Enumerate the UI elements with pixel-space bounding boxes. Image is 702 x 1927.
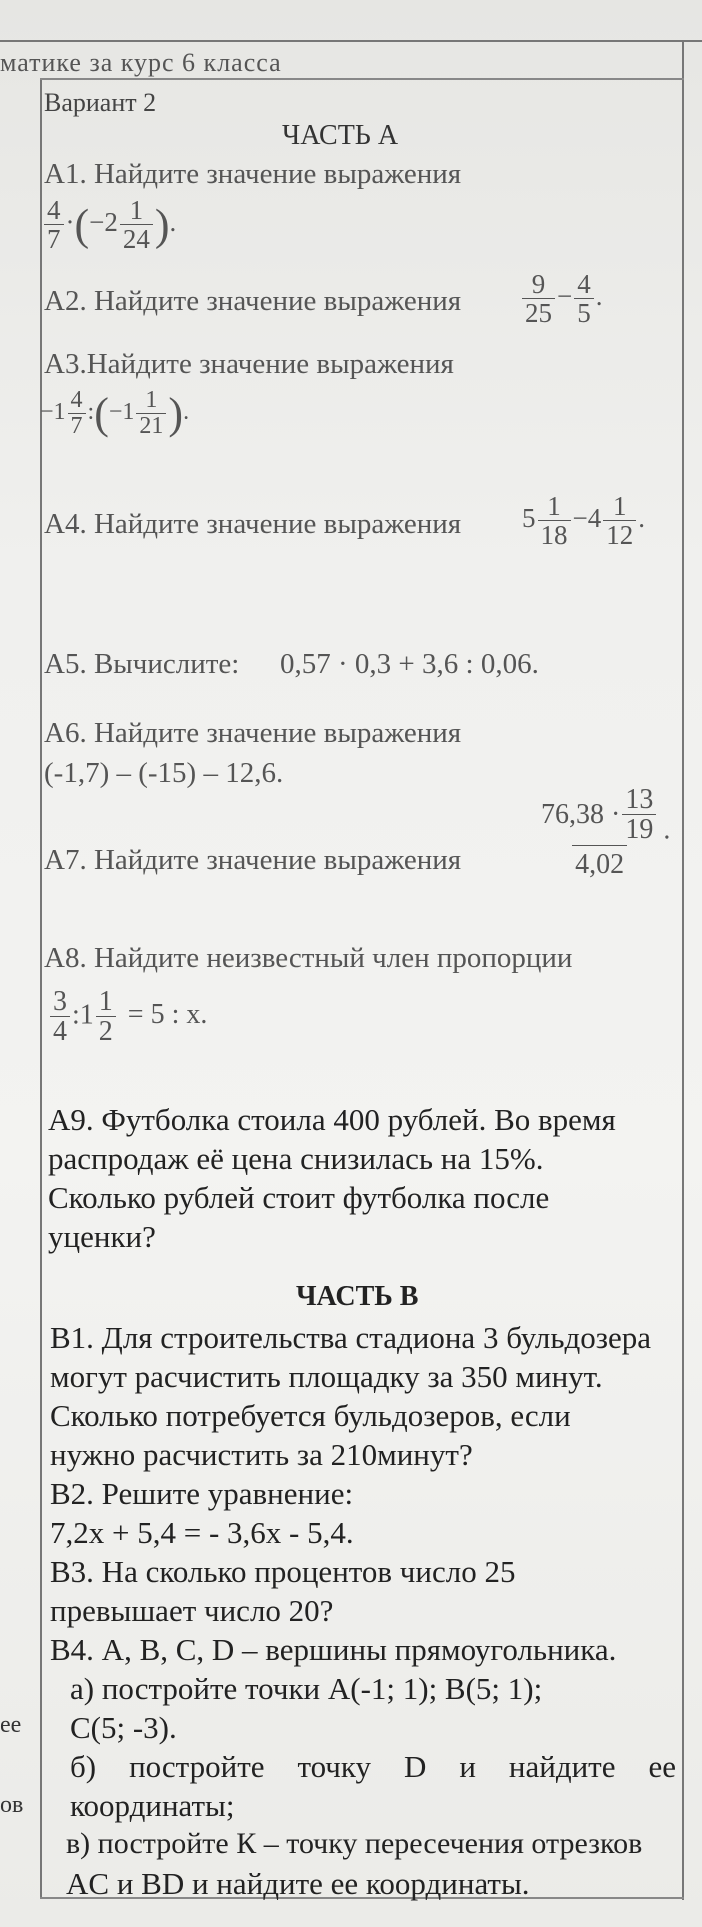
question-a9-line4: уценки?: [48, 1219, 156, 1254]
part-b-title: ЧАСТЬ В: [296, 1281, 419, 1312]
question-a6-text: А6. Найдите значение выражения: [44, 717, 462, 749]
question-b4-line2: а) постройте точки A(-1; 1); B(5; 1);: [70, 1671, 543, 1706]
margin-fragment-2: ов: [0, 1792, 24, 1818]
page-header: матике за курс 6 класса: [0, 48, 282, 77]
question-b2-line1: В2. Решите уравнение:: [50, 1476, 354, 1511]
question-a2-text: А2. Найдите значение выражения: [44, 285, 462, 317]
table-right-border: [682, 40, 684, 1900]
question-b1-line1: В1. Для строительства стадиона 3 бульдозера: [50, 1320, 652, 1355]
question-a5-text: А5. Вычислите:: [44, 648, 240, 680]
question-a4-text: А4. Найдите значение выражения: [44, 508, 462, 540]
question-b3-line2: превышает число 20?: [50, 1593, 334, 1628]
table-top-border: [0, 40, 702, 42]
question-b4-line6: в) постройте К – точку пересечения отрезков: [66, 1827, 643, 1860]
table-left-border: [40, 78, 42, 1898]
margin-fragment-1: ее: [0, 1712, 22, 1738]
question-a9-line3: Сколько рублей стоит футболка после: [48, 1180, 550, 1215]
question-a9-line2: распродаж её цена снизилась на 15%.: [48, 1141, 544, 1176]
question-b4-line5: координаты;: [70, 1788, 235, 1823]
question-b1-line2: могут расчистить площадку за 350 минут.: [50, 1359, 603, 1394]
question-a5-expression: 0,57 · 0,3 + 3,6 : 0,06.: [280, 648, 539, 680]
question-a3-expression: −1 $\frac{4}{7}$ :(−1 $\frac{1}{21}$ ).: [40, 387, 190, 440]
part-a-title: ЧАСТЬ А: [282, 120, 399, 151]
question-a2-expression: $\frac{9}{25}$ − $\frac{4}{5}$ .: [520, 270, 602, 328]
question-a1-text: А1. Найдите значение выражения: [44, 158, 462, 190]
header-divider: [40, 78, 684, 80]
question-a4-expression: 5 $\frac{1}{18}$ −4 $\frac{1}{12}$ .: [522, 491, 645, 551]
question-b2-line2: 7,2x + 5,4 = - 3,6x - 5,4.: [50, 1515, 354, 1550]
question-a8-expression: $\frac{3}{4}$ :1 $\frac{1}{2}$ = 5 : x.: [48, 987, 207, 1047]
question-a6-expression: (-1,7) – (-15) – 12,6.: [44, 757, 284, 789]
question-a3-text: А3.Найдите значение выражения: [44, 348, 454, 380]
question-b4-line4: б) постройте точку D и найдите ее: [70, 1749, 676, 1784]
question-b1-line4: нужно расчистить за 210минут?: [50, 1437, 473, 1472]
question-a8-text: А8. Найдите неизвестный член пропорции: [44, 942, 573, 974]
question-b4-line7: AC и BD и найдите ее координаты.: [66, 1866, 530, 1901]
question-b1-line3: Сколько потребуется бульдозеров, если: [50, 1398, 571, 1433]
variant-label: Вариант 2: [44, 88, 157, 117]
question-a9-line1: А9. Футболка стоила 400 рублей. Во время: [48, 1102, 616, 1137]
question-a7-text: А7. Найдите значение выражения: [44, 844, 462, 876]
question-a1-expression: $\frac{4}{7}$ ·(−2 $\frac{1}{24}$ ).: [42, 196, 176, 254]
question-b3-line1: В3. На сколько процентов число 25: [50, 1554, 516, 1589]
question-b4-line1: В4. A, B, C, D – вершины прямоугольника.: [50, 1632, 617, 1667]
question-a7-expression: 76,38 · $\frac{13}{19}$ 4,02 .: [541, 784, 671, 880]
question-b4-line3: C(5; -3).: [70, 1710, 177, 1745]
